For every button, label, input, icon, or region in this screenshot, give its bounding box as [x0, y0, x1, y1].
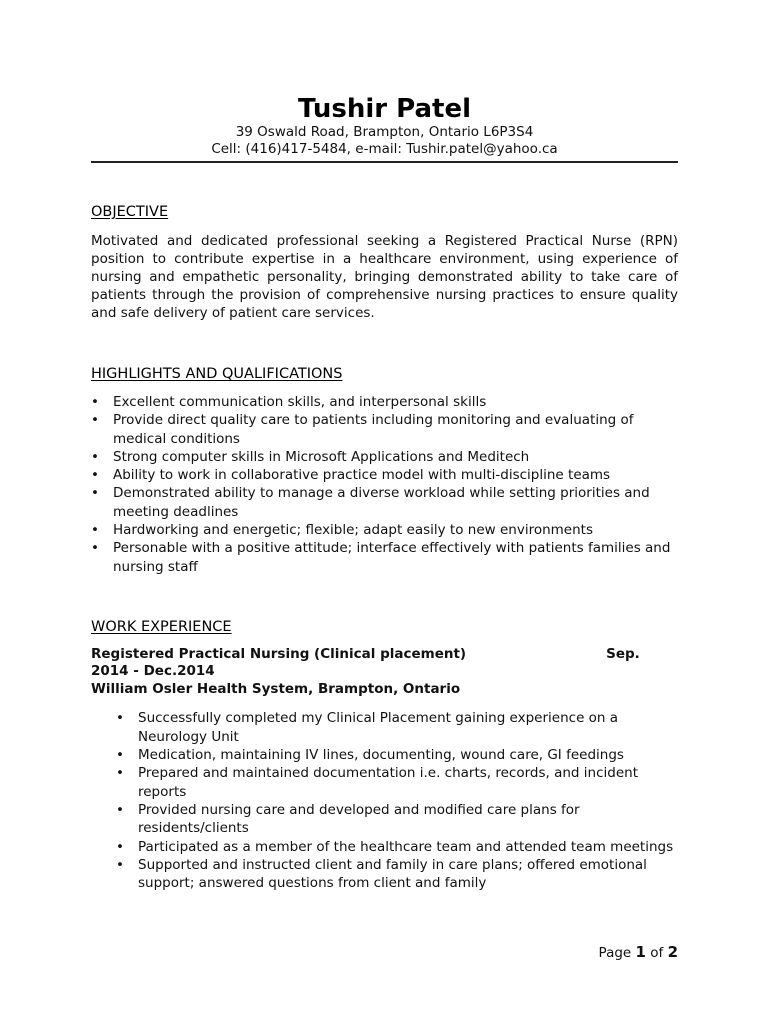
- list-item: • Demonstrated ability to manage a diverse workload while setting priorities and meeting deadlines: [91, 485, 650, 520]
- bullet-icon: •: [116, 765, 124, 782]
- objective-heading: OBJECTIVE: [91, 204, 169, 220]
- list-item: • Provide direct quality care to patients including monitoring and evaluating of medical conditions: [91, 412, 634, 447]
- bullet-icon: •: [91, 540, 99, 557]
- page-total: 2: [667, 943, 678, 961]
- job-organization: William Osler Health System, Brampton, Ontario: [91, 680, 461, 697]
- job-date-start: Sep.: [606, 645, 640, 662]
- header-divider: [91, 161, 678, 163]
- list-item: • Supported and instructed client and family in care plans; offered emotional support; answered questions from client and family: [116, 856, 647, 892]
- page-number: [599, 943, 678, 962]
- page-current: 1: [635, 943, 646, 961]
- list-item: • Excellent communication skills, and interpersonal skills: [91, 394, 487, 410]
- bullet-icon: •: [91, 448, 99, 465]
- list-item: • Provided nursing care and developed and modified care plans for residents/clients: [116, 801, 580, 837]
- bullet-icon: •: [116, 801, 124, 818]
- contact-line: Cell: (416)417-5484, e-mail: Tushir.patel@yahoo.ca: [211, 141, 558, 157]
- list-item: • Ability to work in collaborative practice model with multi-discipline teams: [91, 467, 611, 484]
- list-item: • Successfully completed my Clinical Placement gaining experience on a Neurology Unit: [116, 710, 619, 745]
- bullet-icon: •: [91, 394, 99, 410]
- highlights-list: [91, 393, 678, 576]
- page-label: Page: [598, 945, 632, 961]
- bullet-icon: •: [116, 856, 124, 873]
- job-title: [91, 646, 678, 681]
- job-title-text: Registered Practical Nursing (Clinical placement): [91, 645, 467, 662]
- objective-text: Motivated and dedicated professional seeking a Registered Practical Nurse (RPN) position to contribute expertise in a healthcare environment, using experience of nursing and empathetic personality, bringing demonstrated ability to take care of patients through the provision of comprehensive nursing practices to ensure quality and safe delivery of patient care services.: [91, 233, 678, 321]
- bullet-icon: •: [91, 467, 99, 484]
- job-duties-list: [116, 709, 678, 892]
- list-item: • Strong computer skills in Microsoft Applications and Meditech: [91, 448, 530, 465]
- bullet-icon: •: [91, 412, 99, 429]
- resume-page: [91, 94, 678, 892]
- highlights-heading: HIGHLIGHTS AND QUALIFICATIONS: [91, 366, 343, 382]
- list-item: • Personable with a positive attitude; interface effectively with patients families and nursing staff: [91, 540, 671, 575]
- bullet-icon: •: [116, 710, 124, 727]
- bullet-icon: •: [91, 485, 99, 502]
- list-item: • Medication, maintaining IV lines, documenting, wound care, GI feedings: [116, 747, 624, 764]
- list-item: • Hardworking and energetic; flexible; adapt easily to new environments: [91, 522, 593, 539]
- bullet-icon: •: [91, 522, 99, 539]
- bullet-icon: •: [116, 838, 124, 855]
- job-date-end: 2014 - Dec.2014: [91, 663, 215, 680]
- bullet-icon: •: [116, 747, 124, 764]
- candidate-name: Tushir Patel: [297, 94, 472, 124]
- work-experience-heading: WORK EXPERIENCE: [91, 618, 232, 635]
- list-item: • Participated as a member of the healthcare team and attended team meetings: [116, 838, 674, 855]
- of-label: of: [650, 945, 664, 961]
- address-line: 39 Oswald Road, Brampton, Ontario L6P3S4: [235, 124, 534, 140]
- list-item: • Prepared and maintained documentation i.e. charts, records, and incident reports: [116, 765, 638, 800]
